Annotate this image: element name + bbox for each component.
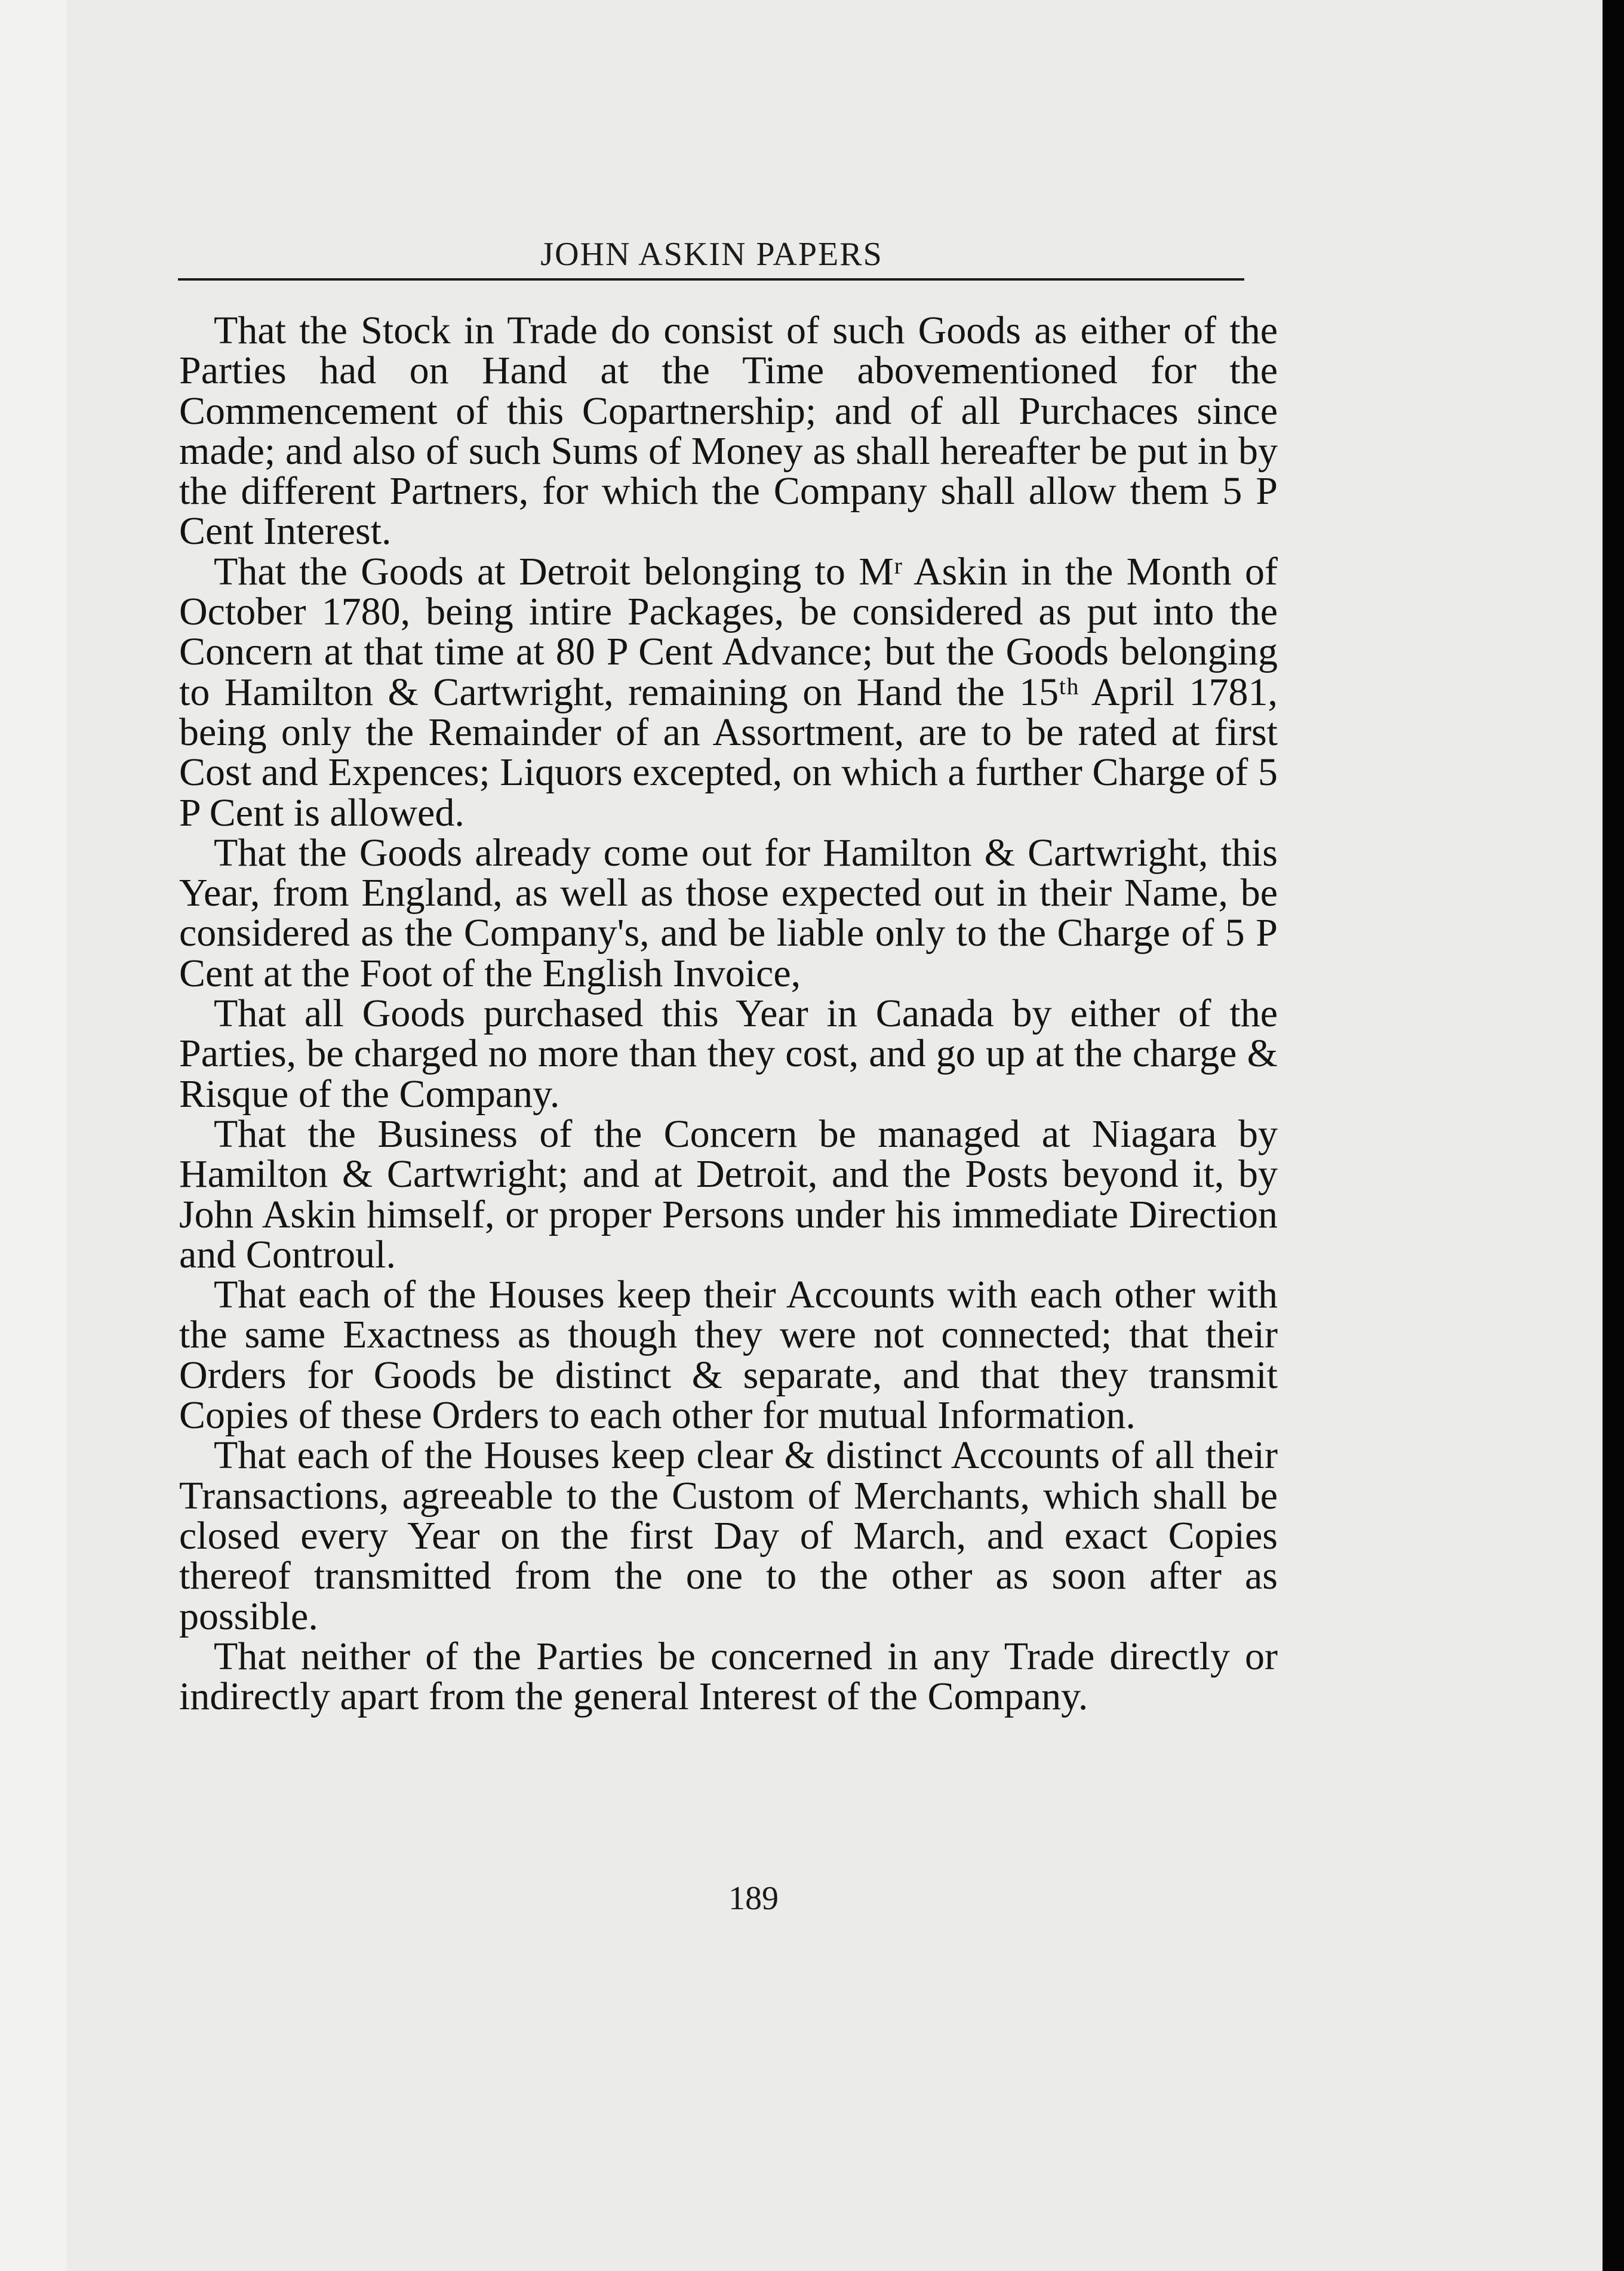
- running-head: JOHN ASKIN PAPERS: [540, 236, 883, 273]
- paragraph: That each of the Houses keep clear & distinct Accounts of all their Transactions, agreeable to the Custom of Merchants, which shall be closed every Year on the first Day of March, and exact Copies thereof transmitted from the one to the other as soon after as possible.: [179, 1433, 1278, 1638]
- paragraph: That the Stock in Trade do consist of such Goods as either of the Parties had on Hand at the Time abovementioned for the Commencement of this Copartnership; and of all Purchaces since made; and also of such Sums of Money as shall hereafter be put in by the different Partners, for which the Company shall allow them 5 P Cent Interest.: [179, 309, 1278, 553]
- paragraph: That all Goods purchased this Year in Canada by either of the Parties, be charged no more than they cost, and go up at the charge & Risque of the Company.: [179, 992, 1278, 1116]
- paragraph: That the Business of the Concern be managed at Niagara by Hamilton & Cartwright; and at Detroit, and the Posts beyond it, by John Askin himself, or proper Persons under his immediate Direction and Controul.: [179, 1112, 1278, 1276]
- paragraph: That each of the Houses keep their Accounts with each other with the same Exactness as though they were not connected; that their Orders for Goods be distinct & separate, and that they transmit Copies of these Orders to each other for mutual Information.: [179, 1273, 1278, 1438]
- body-text: [179, 309, 1278, 1719]
- paragraph: That the Goods already come out for Hamilton & Cartwright, this Year, from England, as well as those expected out in their Name, be considered as the Company's, and be liable only to the Charge of 5 P Cent at the Foot of the English Invoice,: [179, 830, 1278, 995]
- page-number: 189: [728, 1880, 779, 1917]
- header-rule: [178, 278, 1244, 281]
- scan-margin: [0, 0, 67, 2271]
- paragraph: That neither of the Parties be concerned in any Trade directly or indirectly apart from the general Interest of the Company.: [179, 1634, 1278, 1719]
- paragraph: That the Goods at Detroit belonging to Mʳ Askin in the Month of October 1780, being intire Packages, be considered as put into the Concern at that time at 80 P Cent Advance; but the Goods belonging to Hamilton & Cartwright, remaining on Hand the 15ᵗʰ April 1781, being only the Remainder of an Assortment, are to be rated at first Cost and Expences; Liquors excepted, on which a further Charge of 5 P Cent is allowed.: [179, 549, 1278, 835]
- book-page: [67, 0, 1603, 2271]
